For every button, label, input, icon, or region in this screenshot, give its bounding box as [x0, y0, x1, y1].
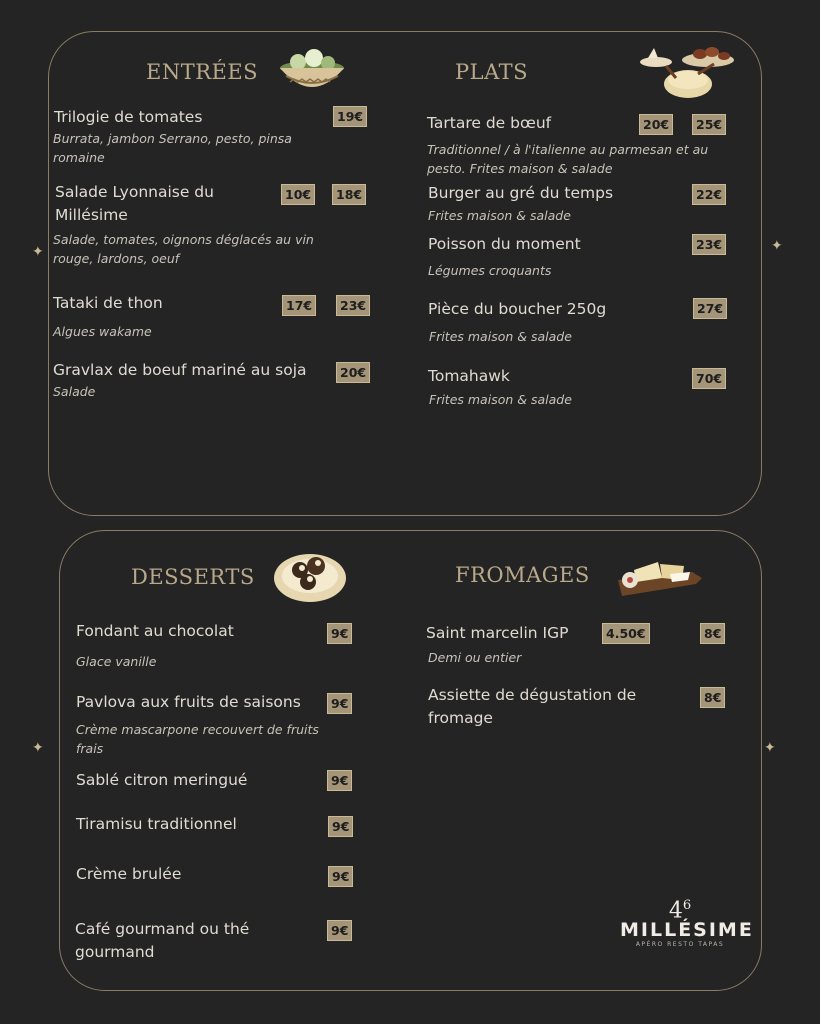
menu-item-name: Saint marcelin IGP: [426, 624, 569, 642]
menu-item-name: Crème brulée: [76, 865, 182, 883]
price-tag: 9€: [327, 920, 352, 941]
price-tag: 17€: [282, 295, 316, 316]
menu-item-name: Burger au gré du temps: [428, 184, 614, 202]
sparkle-icon: ✦: [764, 740, 776, 756]
price-tag: 10€: [281, 184, 315, 205]
price-tag: 9€: [328, 866, 353, 887]
menu-item-name: Tomahawk: [428, 367, 510, 385]
menu-item-description: Demi ou entier: [428, 650, 522, 665]
menu-item-description: Frites maison & salade: [428, 208, 571, 223]
menu-item-name: Assiette de dégustation de fromage: [428, 686, 637, 727]
entrees-title: ENTRÉES: [146, 60, 259, 84]
logo-number: $4^6$: [668, 898, 692, 924]
menu-item-name: Tataki de thon: [53, 294, 163, 312]
menu-item-description: Burrata, jambon Serrano, pesto, pinsa romaine: [53, 131, 292, 165]
price-tag: 20€: [639, 114, 673, 135]
price-tag: 18€: [332, 184, 366, 205]
price-tag: 8€: [700, 623, 725, 644]
pastry-plate-icon: [272, 546, 348, 604]
menu-item-description: Légumes croquants: [428, 263, 552, 278]
menu-item-name: Pièce du boucher 250g: [428, 300, 607, 318]
price-tag: 9€: [327, 623, 352, 644]
menu-item-description: Salade, tomates, oignons déglacés au vin rouge, lardons, oeuf: [53, 232, 314, 266]
cheese-board-icon: [614, 550, 704, 600]
salad-bowl-icon: [276, 46, 348, 98]
menu-item-description: Glace vanille: [76, 654, 157, 669]
logo-tagline: APÉRO RESTO TAPAS: [635, 941, 725, 949]
price-tag: 9€: [327, 693, 352, 714]
price-tag: 25€: [692, 114, 726, 135]
price-tag: 27€: [693, 298, 727, 319]
price-tag: 23€: [692, 234, 726, 255]
menu-item-name: Tartare de bœuf: [427, 114, 552, 132]
menu-item-name: Gravlax de boeuf mariné au soja: [53, 361, 307, 379]
price-tag: 70€: [692, 368, 726, 389]
menu-item-description: Frites maison & salade: [429, 392, 572, 407]
price-tag: 9€: [327, 770, 352, 791]
price-tag: 20€: [336, 362, 370, 383]
price-tag: 9€: [328, 816, 353, 837]
menu-item-name: Salade Lyonnaise du Millésime: [55, 183, 214, 224]
logo-name: MILLÉSIME: [620, 919, 754, 942]
menu-item-name: Poisson du moment: [428, 235, 581, 253]
menu-item-description: Algues wakame: [53, 324, 152, 339]
sparkle-icon: ✦: [32, 740, 44, 756]
desserts-title: DESSERTS: [131, 565, 255, 589]
menu-item-description: Salade: [53, 384, 96, 399]
price-tag: 4.50€: [602, 623, 650, 644]
menu-item-name: Sablé citron meringué: [76, 771, 248, 789]
menu-item-description: Frites maison & salade: [429, 329, 572, 344]
menu-item-name: Trilogie de tomates: [54, 108, 203, 126]
menu-item-name: Tiramisu traditionnel: [76, 815, 237, 833]
plats-title: PLATS: [455, 60, 528, 84]
menu-item-name: Café gourmand ou thé gourmand: [75, 920, 250, 961]
fromages-title: FROMAGES: [455, 563, 590, 587]
price-tag: 23€: [336, 295, 370, 316]
price-tag: 8€: [700, 687, 725, 708]
menu-item-name: Fondant au chocolat: [76, 622, 234, 640]
restaurant-logo: [620, 898, 754, 949]
price-tag: 22€: [692, 184, 726, 205]
menu-item-description: Traditionnel / à l'italienne au parmesan et au pesto. Frites maison & salade: [427, 142, 709, 176]
menu-item-description: Crème mascarpone recouvert de fruits frais: [76, 722, 319, 756]
fondue-plate-icon: [638, 40, 738, 104]
price-tag: 19€: [333, 106, 367, 127]
sparkle-icon: ✦: [771, 238, 783, 254]
sparkle-icon: ✦: [32, 244, 44, 260]
menu-item-name: Pavlova aux fruits de saisons: [76, 693, 301, 711]
